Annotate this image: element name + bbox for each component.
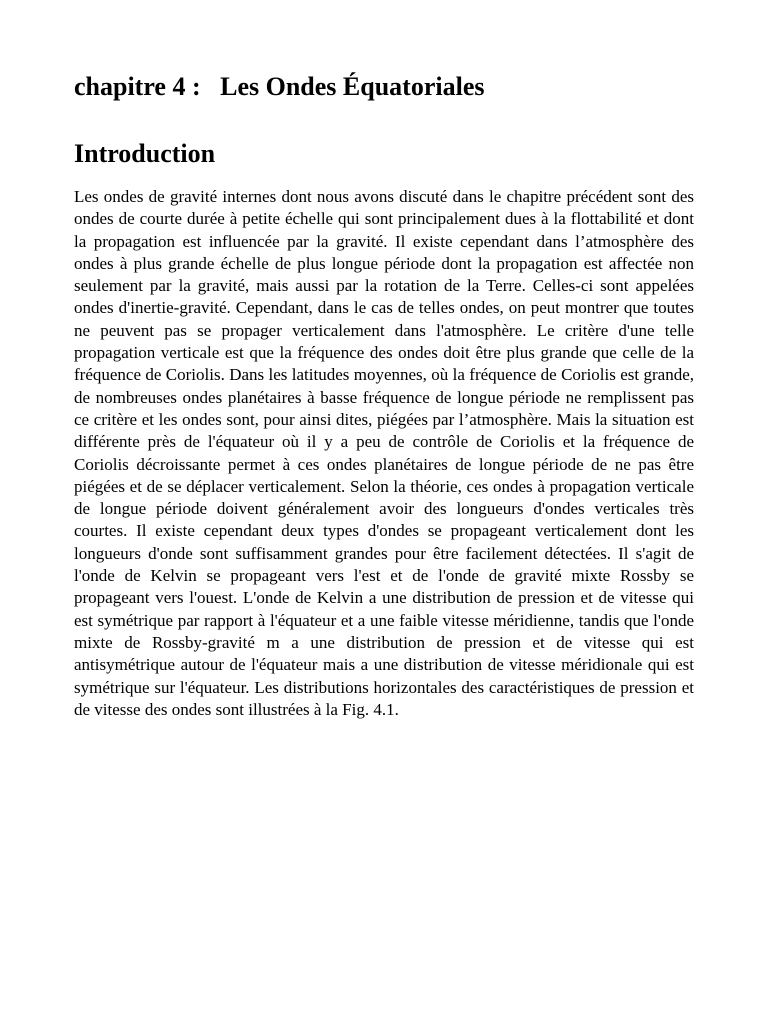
body-paragraph: Les ondes de gravité internes dont nous avons discuté dans le chapitre précédent sont des ondes de courte durée à petite échelle qui sont principalement dues à la flottabilité et dont la propagation est influencée par la gravité. Il existe cependant dans l’atmosphère des ondes à plus grande échelle de plus longue période dont la propagation est affectée non seulement par la gravité, mais aussi par la rotation de la Terre. Celles-ci sont appelées ondes d'inertie-gravité. Cependant, dans le cas de telles ondes, on peut montrer que toutes ne peuvent pas se propager verticalement dans l'atmosphère. Le critère d'une telle propagation verticale est que la fréquence des ondes doit être plus grande que celle de la fréquence de Coriolis. Dans les latitudes moyennes, où la fréquence de Coriolis est grande, de nombreuses ondes planétaires à basse fréquence de longue période ne remplissent pas ce critère et les ondes sont, pour ainsi dites, piégées par l’atmosphère. Mais la situation est différente près de l'équateur où il y a peu de contrôle de Coriolis et la fréquence de Coriolis décroissante permet à ces ondes planétaires de longue période de ne pas être piégées et de se déplacer verticalement. Selon la théorie, ces ondes à propagation verticale de longue période doivent généralement avoir des longueurs d'ondes verticales très courtes. Il existe cependant deux types d'ondes se propageant verticalement dont les longueurs d'onde sont suffisamment grandes pour être facilement détectées. Il s'agit de l'onde de Kelvin se propageant vers l'est et de l'onde de gravité mixte Rossby se propageant vers l'ouest. L'onde de Kelvin a une distribution de pression et de vitesse qui est symétrique par rapport à l'équateur et a une faible vitesse méridienne, tandis que l'onde mixte de Rossby-gravité m a une distribution de pression et de vitesse qui est antisymétrique autour de l'équateur mais a une distribution de vitesse méridionale qui est symétrique sur l'équateur. Les distributions horizontales des caractéristiques de pression et de vitesse des ondes sont illustrées à la Fig. 4.1. xyxy=(74,187,694,719)
section-heading: Introduction xyxy=(74,139,216,168)
chapter-title: chapitre 4 : Les Ondes Équatoriales xyxy=(74,72,485,101)
